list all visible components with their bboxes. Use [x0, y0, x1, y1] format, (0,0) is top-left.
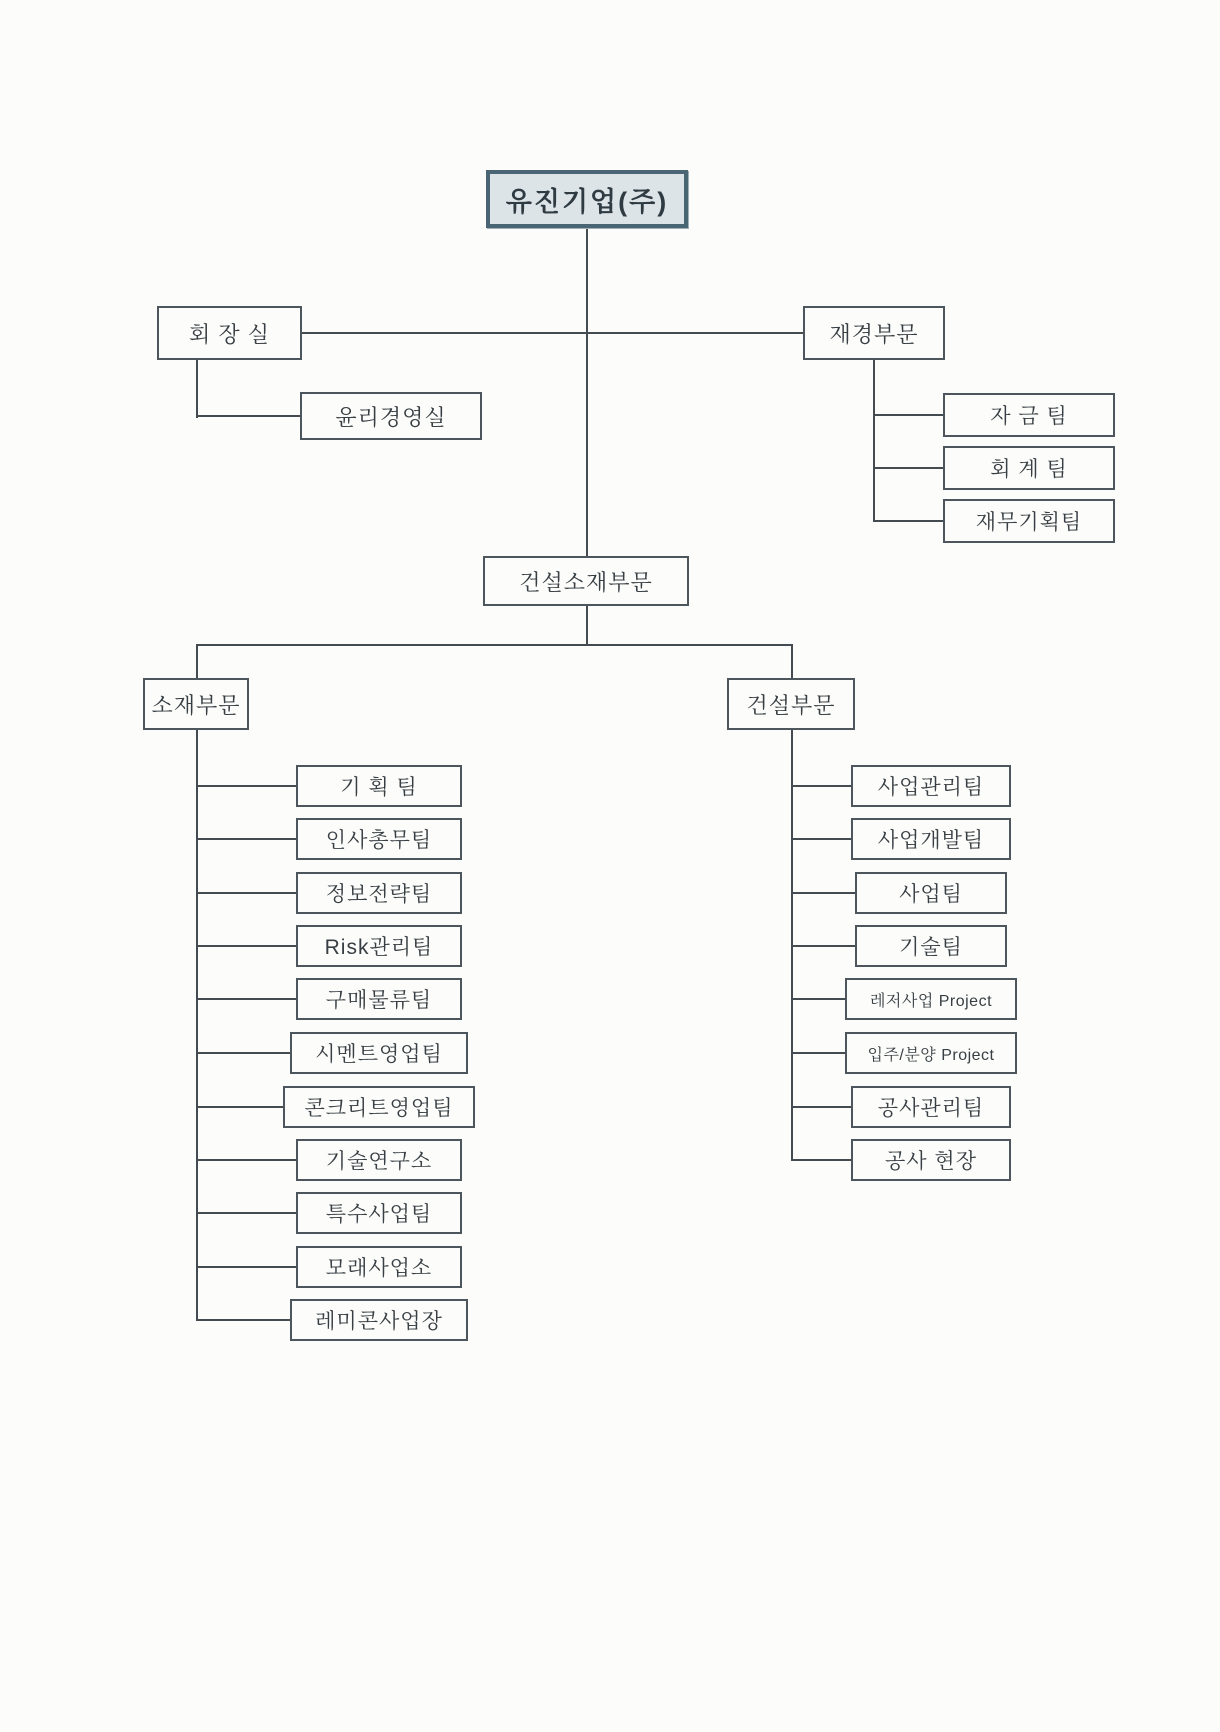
- connector-line: [197, 892, 296, 894]
- construction-management-team-box-label: 공사관리팀: [877, 1097, 985, 1120]
- remicon-business-site-box-label: 레미콘사업장: [315, 1310, 443, 1333]
- connector-line: [792, 838, 851, 840]
- technology-research-institute-box: [296, 1139, 462, 1181]
- info-strategy-team-box: [296, 872, 462, 914]
- materials-division-box: [143, 678, 249, 730]
- connector-line: [197, 1319, 290, 1321]
- connector-line: [197, 1106, 283, 1108]
- remicon-business-site-box: [290, 1299, 468, 1341]
- concrete-sales-team-box: [283, 1086, 475, 1128]
- sand-business-office-box: [296, 1246, 462, 1288]
- purchasing-logistics-team-box: [296, 978, 462, 1020]
- connector-line: [792, 998, 845, 1000]
- cement-sales-team-box: [290, 1032, 468, 1074]
- connector-line: [792, 1052, 845, 1054]
- connector-line: [874, 467, 943, 469]
- ethics-management-office-box-label: 윤리경영실: [335, 404, 447, 430]
- connector-line: [792, 785, 851, 787]
- connector-line: [197, 1052, 290, 1054]
- financial-planning-team-box-label: 재무기획팀: [975, 511, 1083, 534]
- construction-division-box-label: 건설부문: [746, 692, 836, 718]
- risk-management-team-box: [296, 925, 462, 967]
- construction-division-box: [727, 678, 855, 730]
- business-development-team-box-label: 사업개발팀: [877, 829, 985, 852]
- chairman-office-box-label: 회 장 실: [189, 321, 270, 347]
- funds-team-box-label: 자 금 팀: [990, 405, 1068, 428]
- purchasing-logistics-team-box-label: 구매물류팀: [325, 989, 433, 1012]
- construction-materials-division-box-label: 건설소재부문: [519, 569, 653, 595]
- technology-research-institute-box-label: 기술연구소: [325, 1150, 433, 1173]
- connector-line: [791, 644, 793, 678]
- business-team-box: [855, 872, 1007, 914]
- business-development-team-box: [851, 818, 1011, 860]
- technology-team-box-label: 기술팀: [899, 936, 963, 959]
- ethics-management-office-box: [300, 392, 482, 440]
- finance-division-box: [803, 306, 945, 360]
- technology-team-box: [855, 925, 1007, 967]
- accounting-team-box: [943, 446, 1115, 490]
- connector-line: [792, 1106, 851, 1108]
- connector-line: [873, 360, 875, 522]
- construction-site-box: [851, 1139, 1011, 1181]
- hr-general-affairs-team-box-label: 인사총무팀: [325, 829, 433, 852]
- connector-line: [197, 1266, 296, 1268]
- movein-sale-project-box-label: 입주/분양 Project: [867, 1046, 995, 1064]
- hr-general-affairs-team-box: [296, 818, 462, 860]
- connector-line: [197, 785, 296, 787]
- planning-team-box-label: 기 획 팀: [340, 776, 418, 799]
- connector-line: [197, 838, 296, 840]
- financial-planning-team-box: [943, 499, 1115, 543]
- chairman-office-box: [157, 306, 302, 360]
- connector-line: [586, 606, 588, 645]
- connector-line: [197, 1212, 296, 1214]
- leisure-business-project-box: [845, 978, 1017, 1020]
- construction-materials-division-box: [483, 556, 689, 606]
- connector-line: [197, 945, 296, 947]
- connector-line: [792, 892, 855, 894]
- special-business-team-box: [296, 1192, 462, 1234]
- leisure-business-project-box-label: 레저사업 Project: [869, 992, 993, 1010]
- connector-line: [196, 730, 198, 1321]
- connector-line: [792, 1159, 851, 1161]
- materials-division-box-label: 소재부문: [151, 692, 241, 718]
- business-management-team-box: [851, 765, 1011, 807]
- connector-line: [302, 332, 803, 334]
- connector-line: [792, 945, 855, 947]
- connector-line: [874, 414, 943, 416]
- planning-team-box: [296, 765, 462, 807]
- connector-line: [586, 228, 588, 557]
- cement-sales-team-box-label: 시멘트영업팀: [315, 1043, 443, 1066]
- connector-line: [874, 520, 943, 522]
- connector-line: [197, 998, 296, 1000]
- business-team-box-label: 사업팀: [899, 883, 963, 906]
- funds-team-box: [943, 393, 1115, 437]
- root-company-box: [486, 170, 688, 228]
- movein-sale-project-box: [845, 1032, 1017, 1074]
- info-strategy-team-box-label: 정보전략팀: [325, 883, 433, 906]
- risk-management-team-box-label: Risk관리팀: [324, 936, 434, 959]
- special-business-team-box-label: 특수사업팀: [325, 1203, 433, 1226]
- construction-site-box-label: 공사 현장: [885, 1150, 977, 1173]
- business-management-team-box-label: 사업관리팀: [877, 776, 985, 799]
- root-company-box-label: 유진기업(주): [505, 186, 669, 217]
- connector-line: [196, 644, 198, 678]
- finance-division-box-label: 재경부문: [829, 321, 919, 347]
- accounting-team-box-label: 회 계 팀: [990, 458, 1068, 481]
- connector-line: [196, 360, 198, 418]
- concrete-sales-team-box-label: 콘크리트영업팀: [304, 1097, 454, 1120]
- construction-management-team-box: [851, 1086, 1011, 1128]
- connector-line: [196, 644, 793, 646]
- connector-line: [197, 1159, 296, 1161]
- sand-business-office-box-label: 모래사업소: [325, 1257, 433, 1280]
- connector-line: [196, 415, 302, 417]
